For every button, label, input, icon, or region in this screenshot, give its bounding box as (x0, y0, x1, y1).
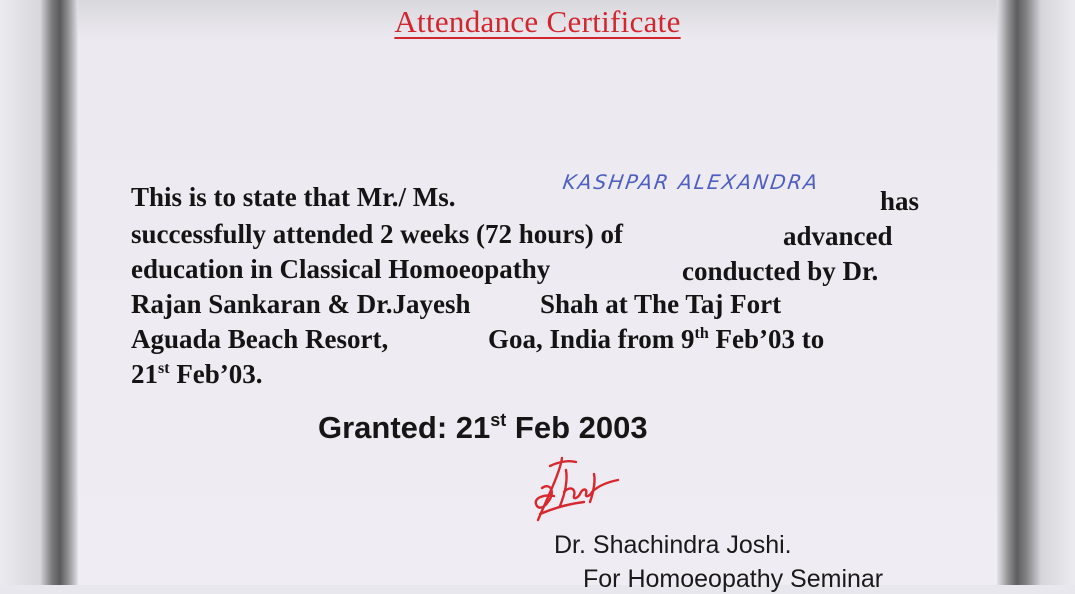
body-line-3: education in Classical Homoeopathy (131, 254, 551, 284)
recipient-name: KASHPAR ALEXANDRA (561, 170, 822, 194)
certificate-title: Attendance Certificate (394, 4, 681, 39)
body-line-4: Rajan Sankaran & Dr.Jayesh (131, 289, 471, 319)
body-line-5-end: Goa, India from 9th Feb’03 to (488, 324, 825, 354)
body-line-6: 21st Feb’03. (131, 359, 263, 389)
body-line-3-end: conducted by Dr. (682, 256, 879, 286)
right-metallic-border (997, 0, 1075, 585)
signer-name: Dr. Shachindra Joshi. (554, 531, 792, 559)
body-line-1-end: has (880, 186, 920, 216)
statement-text: This is to state that Mr./ Ms. (131, 182, 456, 212)
body-line-1 (131, 184, 456, 211)
signature-icon (520, 452, 640, 532)
granted-date: Granted: 21st Feb 2003 (318, 410, 648, 445)
body-line-4-end: Shah at The Taj Fort (540, 289, 782, 319)
body-line-2: successfully attended 2 weeks (72 hours) of (131, 219, 623, 249)
organization-name: For Homoeopathy Seminar (583, 565, 884, 593)
body-line-2-end: advanced (783, 221, 893, 251)
body-line-5: Aguada Beach Resort, (131, 324, 389, 354)
left-metallic-border (0, 0, 78, 585)
